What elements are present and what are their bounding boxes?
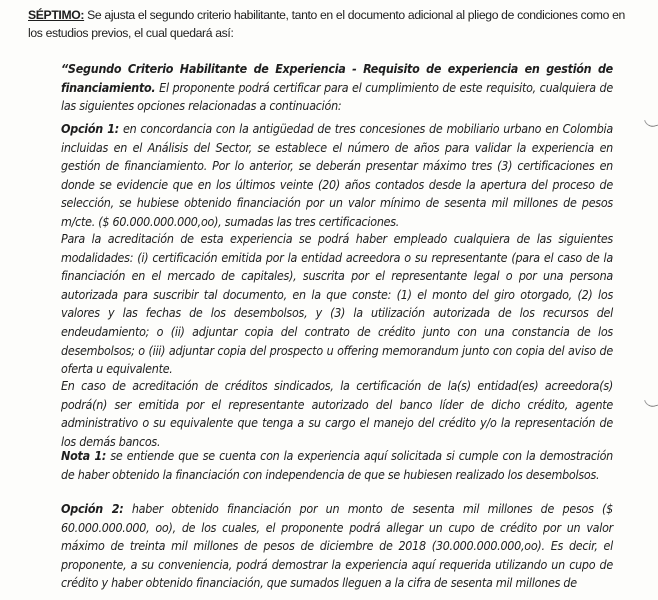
criterion-heading-paragraph [61, 60, 613, 116]
criterion-title: “Segundo Criterio Habilitante de Experiencia - Requisito de experiencia en gestión de financiamiento. [61, 61, 613, 95]
margin-pen-mark [644, 396, 658, 409]
margin-pen-mark [644, 116, 658, 129]
option-1-paragraph [61, 120, 613, 232]
option-2-text: haber obtenido financiación por un monto de sesenta mil millones de pesos ($ 60.000.000.000, oo), de los cuales, el proponente podrá allegar un cupo de crédito por un valor máximo de treinta mil millones de pesos de diciembre de 2018 (30.000.000.000,oo). Es decir, el proponente, a su conveniencia, podrá demostrar la experiencia aquí requerida utilizando un cupo de crédito y haber obtenido financiación, que sumados lleguen a la cifra de sesenta mil millones de [61, 501, 613, 591]
option-1-text: en concordancia con la antigüedad de tres concesiones de mobiliario urbano en Colombia incluidas en el Análisis del Sector, se establece el número de años para validar la experiencia en gestión de financiamiento. Por lo anterior, se deberán presentar máximo tres (3) certificaciones en donde se evidencie que en los últimos veinte (20) años contados desde la apertura del proceso de selección, se hubiese obtenido financiación por un valor mínimo de sesenta mil millones de pesos m/cte. ($ 60.000.000.000,oo), sumadas las tres certificaciones. [61, 121, 613, 229]
criterion-text: El proponente podrá certificar para el cumplimiento de este requisito, cualquiera de las siguientes opciones relacionadas a continuación: [61, 79, 613, 114]
note-1-paragraph [61, 447, 613, 484]
note-1-label: Nota 1: [61, 448, 107, 463]
syndicated-credits-text: En caso de acreditación de créditos sindicados, la certificación de la(s) entidad(es) acreedora(s) podrá(n) ser emitida por el representante autorizado del banco líder de dicho crédito, agente administrativo o su equivalente que tenga a su cargo el manejo del crédito y/o la representación de los demás bancos. [61, 378, 613, 449]
intro-text: Se ajusta el segundo criterio habilitante, tanto en el documento adicional al pliego de condiciones como en los estudios previos, el cual quedará así: [28, 8, 625, 40]
syndicated-credits-paragraph [61, 377, 613, 451]
accreditation-text: Para la acreditación de esta experiencia se podrá haber empleado cualquiera de las siguientes modalidades: (i) certificación emitida por la entidad acreedora o su representante (para el caso de la financiación en el mercado de capitales), suscrita por el representante legal o por una persona autorizada para suscribir tal documento, en la que conste: (1) el monto del giro otorgado, (2) los valores y las fechas de los desembolsos, y (3) la utilización autorizada de los recursos del endeudamiento; o (ii) adjuntar copia del contrato de crédito junto con una constancia de los desembolsos; o (iii) adjuntar copia del prospecto u offering memorandum junto con copia del aviso de oferta u equivalente. [61, 231, 613, 377]
option-1-label: Opción 1: [61, 121, 119, 136]
note-1-text: se entiende que se cuenta con la experiencia aquí solicitada si cumple con la demostración de haber obtenido la financiación con independencia de que se hubiesen realizado los desembolsos. [61, 448, 613, 482]
option-2-label: Opción 2: [61, 501, 124, 516]
accreditation-paragraph [61, 230, 613, 379]
option-2-paragraph [61, 500, 613, 593]
intro-paragraph [28, 6, 628, 42]
section-label: SÉPTIMO: [28, 8, 85, 22]
